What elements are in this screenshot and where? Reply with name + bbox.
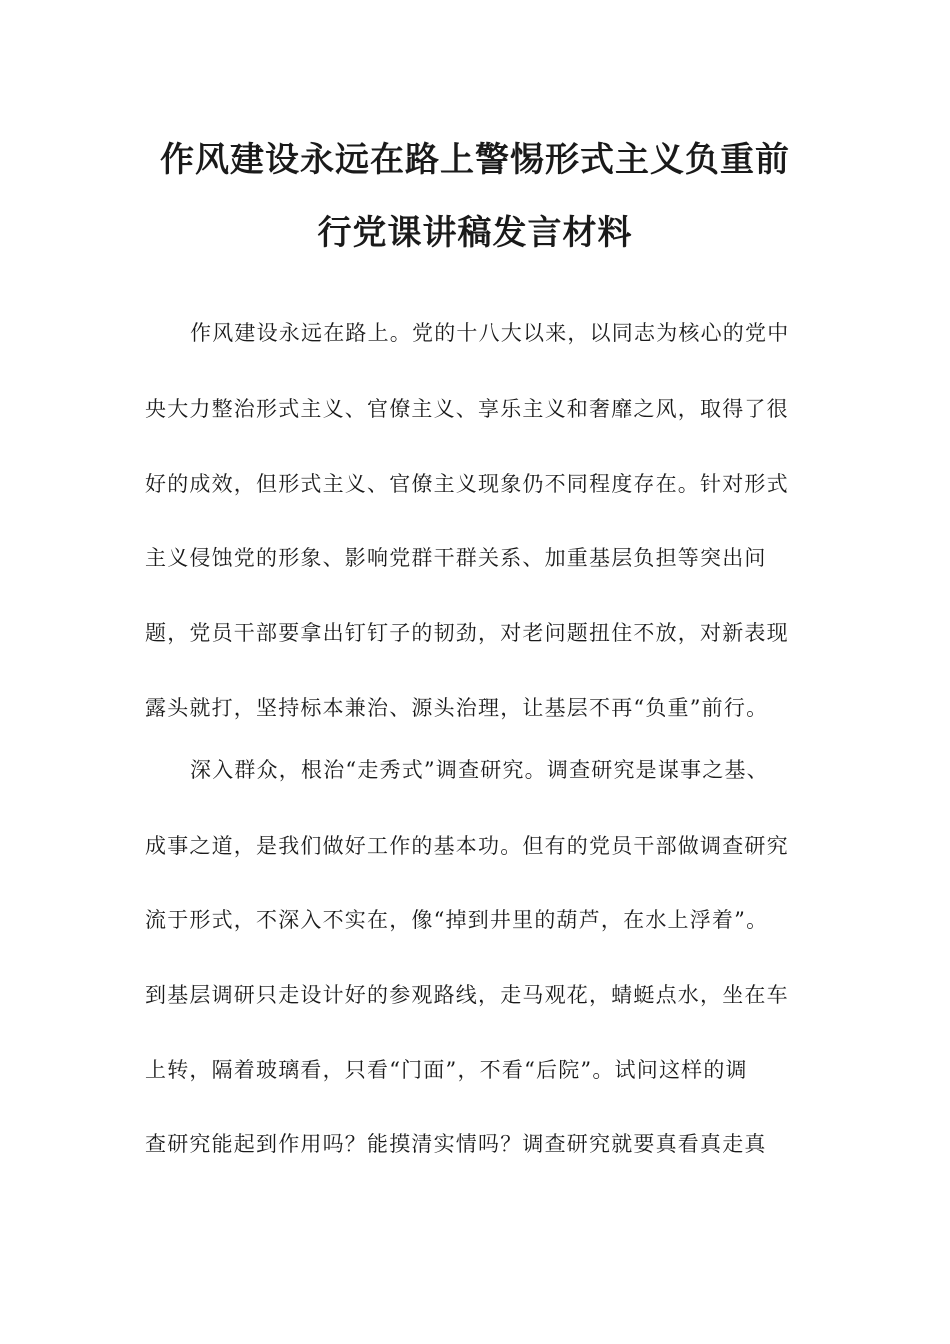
paragraph-line: 上转，隔着玻璃看，只看“门面”，不看“后院”。试问这样的调 (145, 1058, 748, 1082)
document-title-line-1: 作风建设永远在路上警惕形式主义负重前 (160, 140, 790, 180)
paragraph-line: 成事之道，是我们做好工作的基本功。但有的党员干部做调查研究 (145, 834, 789, 858)
paragraph-line: 深入群众，根治“走秀式”调查研究。调查研究是谋事之基、 (190, 758, 769, 782)
paragraph-line: 露头就打，坚持标本兼治、源头治理，让基层不再“负重”前行。 (145, 696, 769, 720)
paragraph-line: 央大力整治形式主义、官僚主义、享乐主义和奢靡之风，取得了很 (145, 397, 789, 421)
paragraph-line: 作风建设永远在路上。党的十八大以来，以同志为核心的党中 (190, 321, 790, 345)
document-title-line-2: 行党课讲稿发言材料 (317, 213, 633, 253)
paragraph-line: 查研究能起到作用吗？能摸清实情吗？调查研究就要真看真走真 (145, 1132, 767, 1156)
paragraph-line: 流于形式，不深入不实在，像“掉到井里的葫芦，在水上浮着”。 (145, 908, 769, 932)
paragraph-line: 到基层调研只走设计好的参观路线，走马观花，蜻蜓点水，坐在车 (145, 983, 789, 1007)
paragraph-line: 题，党员干部要拿出钉钉子的韧劲，对老问题扭住不放，对新表现 (145, 621, 789, 645)
paragraph-line: 主义侵蚀党的形象、影响党群干群关系、加重基层负担等突出问 (145, 546, 767, 570)
paragraph-line: 好的成效，但形式主义、官僚主义现象仍不同程度存在。针对形式 (145, 472, 789, 496)
